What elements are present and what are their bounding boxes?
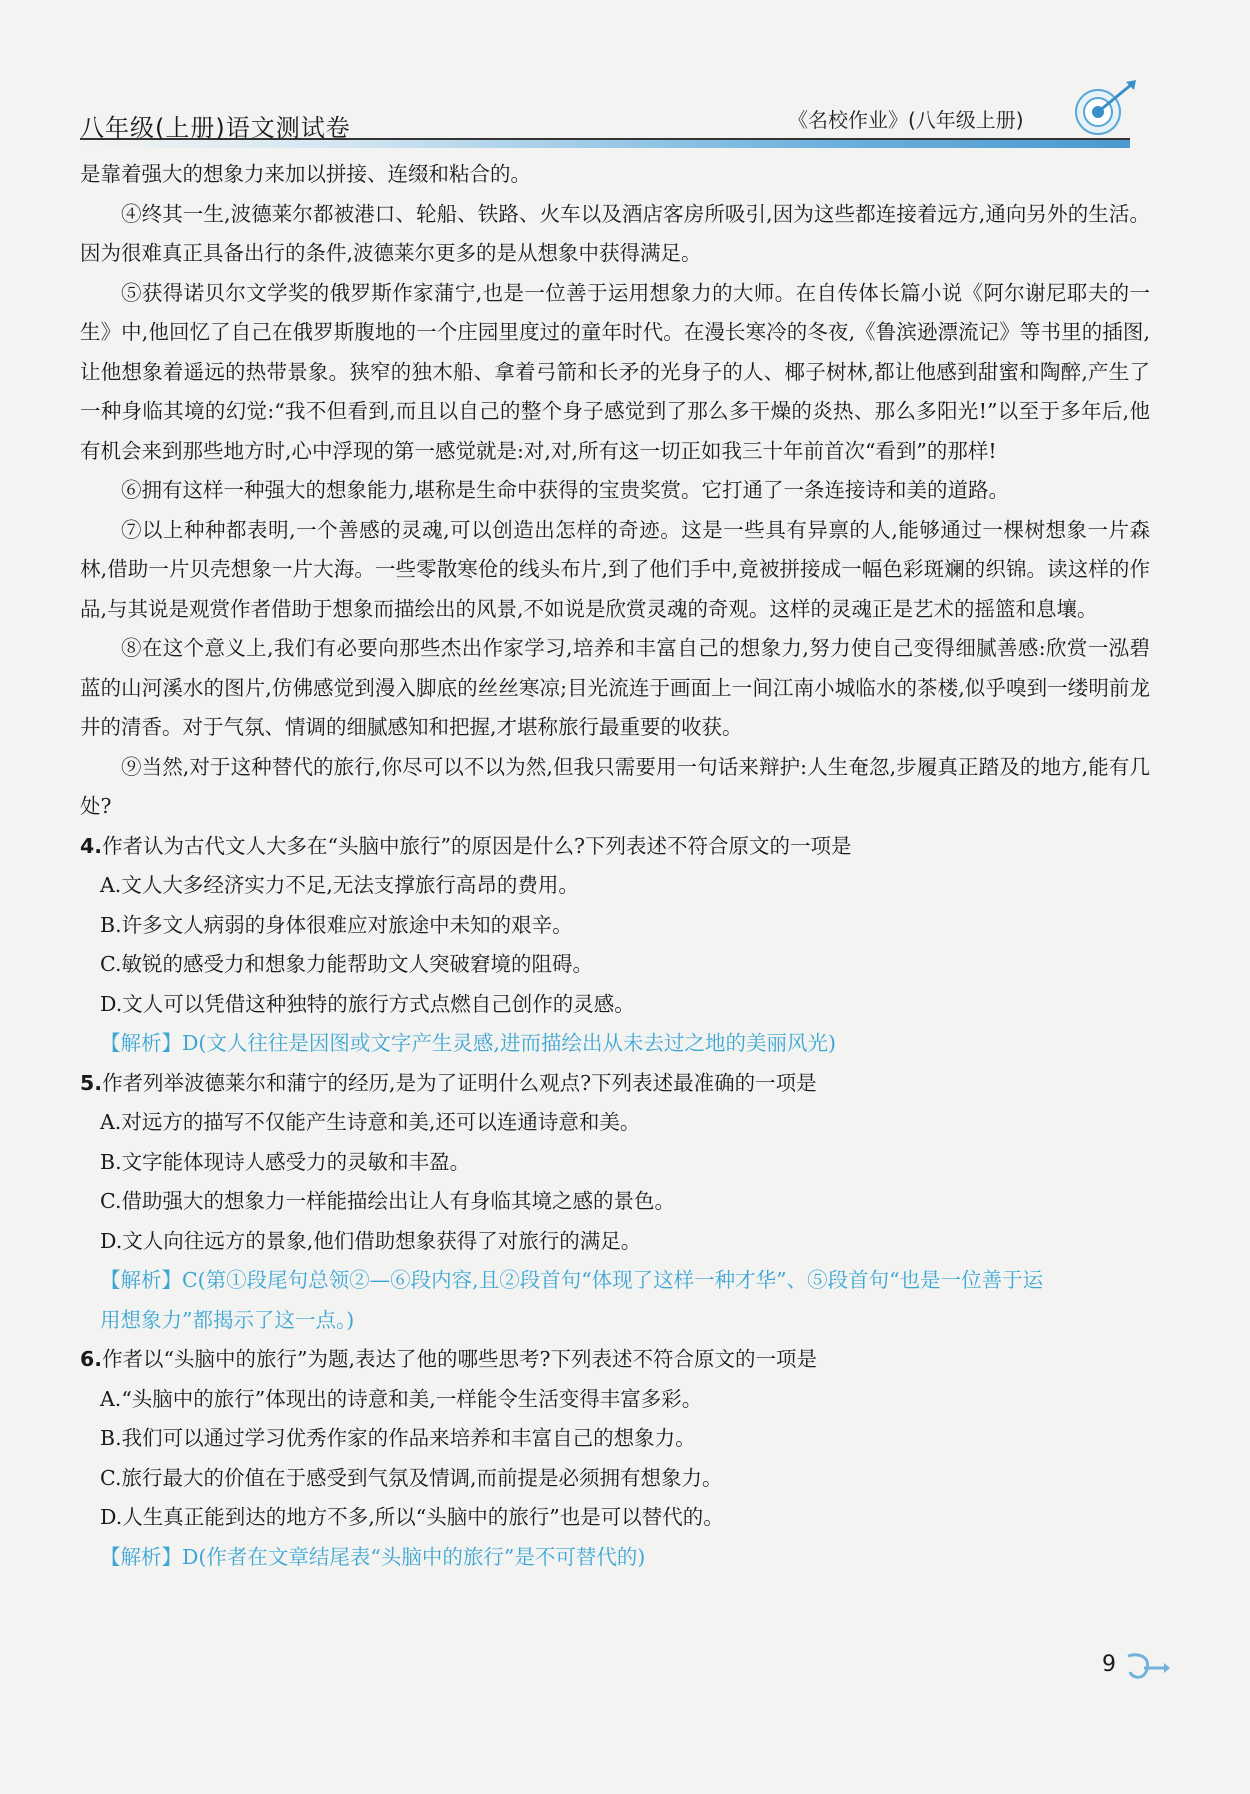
analysis-label: 【解析】: [100, 1268, 182, 1292]
document-body: [80, 155, 1150, 1577]
option-d: D.文人向往远方的景象,他们借助想象获得了对旅行的满足。: [100, 1228, 642, 1253]
question-number: 4.: [80, 833, 103, 858]
option-c: C.敏锐的感受力和想象力能帮助文人突破窘境的阻碍。: [100, 952, 593, 976]
question-4: [80, 827, 1150, 867]
paragraph-6: ⑥拥有这样一种强大的想象能力,堪称是生命中获得的宝贵奖赏。它打通了一条连接诗和美的道路。: [121, 478, 1010, 502]
analysis-label: 【解析】: [100, 1031, 182, 1055]
question-stem: 作者列举波德莱尔和蒲宁的经历,是为了证明什么观点?下列表述最准确的一项是: [102, 1070, 817, 1095]
page-curl-icon: [1124, 1650, 1170, 1684]
question-number: 5.: [80, 1070, 103, 1095]
option-d: D.人生真正能到达的地方不多,所以“头脑中的旅行”也是可以替代的。: [100, 1505, 724, 1529]
analysis-text: C(第①段尾句总领②—⑥段内容,且②段首句“体现了这样一种才华”、⑤段首句“也是一位善于运: [182, 1268, 1044, 1292]
option-d: D.文人可以凭借这种独特的旅行方式点燃自己创作的灵感。: [100, 991, 635, 1016]
page-number: 9: [1102, 1652, 1116, 1677]
paragraph-7: ⑦以上种种都表明,一个善感的灵魂,可以创造出怎样的奇迹。这是一些具有异禀的人,能够通过一棵树想象一片森林,借助一片贝壳想象一片大海。一些零散寒伧的线头布片,到了他们手中,竟被拼接成一幅色彩斑斓的织锦。读这样的作品,与其说是观赏作者借助于想象而描绘出的风景,不如说是欣赏灵魂的奇观。这样的灵魂正是艺术的摇篮和息壤。: [80, 517, 1150, 621]
option-c: C.借助强大的想象力一样能描绘出让人有身临其境之感的景色。: [100, 1189, 675, 1213]
option-b: B.文字能体现诗人感受力的灵敏和丰盈。: [100, 1149, 471, 1174]
option-b: B.我们可以通过学习优秀作家的作品来培养和丰富自己的想象力。: [100, 1426, 696, 1450]
option-a: A.文人大多经济实力不足,无法支撑旅行高昂的费用。: [100, 873, 579, 897]
header-left-title: 八年级(上册)语文测试卷: [80, 114, 351, 142]
analysis-text: D(文人往往是因图或文字产生灵感,进而描绘出从未去过之地的美丽风光): [182, 1031, 836, 1055]
analysis-text: D(作者在文章结尾表“头脑中的旅行”是不可替代的): [182, 1544, 646, 1569]
analysis-5-continued: 用想象力”都揭示了这一点。): [100, 1307, 355, 1332]
option-a: A.对远方的描写不仅能产生诗意和美,还可以连通诗意和美。: [100, 1110, 641, 1134]
paragraph-4: ④终其一生,波德莱尔都被港口、轮船、铁路、火车以及酒店客房所吸引,因为这些都连接着远方,通向另外的生活。因为很难真正具备出行的条件,波德莱尔更多的是从想象中获得满足。: [80, 201, 1150, 265]
question-5: [80, 1064, 1150, 1104]
paragraph-9: ⑨当然,对于这种替代的旅行,你尽可以不以为然,但我只需要用一句话来辩护:人生奄忽,步履真正踏及的地方,能有几处?: [80, 754, 1150, 818]
analysis-label: 【解析】: [100, 1544, 182, 1569]
analysis-6: [80, 1538, 1150, 1578]
option-c: C.旅行最大的价值在于感受到气氛及情调,而前提是必须拥有想象力。: [100, 1465, 723, 1490]
option-b: B.许多文人病弱的身体很难应对旅途中未知的艰辛。: [100, 912, 573, 937]
paragraph-8: ⑧在这个意义上,我们有必要向那些杰出作家学习,培养和丰富自己的想象力,努力使自己变得细腻善感:欣赏一泓碧蓝的山河溪水的图片,仿佛感觉到漫入脚底的丝丝寒凉;目光流连于画面上一间江南小城临水的茶楼,似乎嗅到一缕明前龙井的清香。对于气氛、情调的细腻感知和把握,才堪称旅行最重要的收获。: [80, 636, 1150, 739]
question-6: [80, 1340, 1150, 1380]
question-number: 6.: [80, 1347, 103, 1371]
analysis-4: [80, 1024, 1150, 1064]
question-stem: 作者以“头脑中的旅行”为题,表达了他的哪些思考?下列表述不符合原文的一项是: [102, 1347, 818, 1371]
header-right-title: 《名校作业》(八年级上册): [788, 108, 1024, 132]
analysis-5: [80, 1261, 1150, 1301]
paragraph-continued: 是靠着强大的想象力来加以拼接、连缀和粘合的。: [80, 162, 531, 186]
target-icon: [1068, 78, 1140, 138]
question-stem: 作者认为古代文人大多在“头脑中旅行”的原因是什么?下列表述不符合原文的一项是: [102, 833, 852, 858]
option-a: A.“头脑中的旅行”体现出的诗意和美,一样能令生活变得丰富多彩。: [100, 1386, 703, 1411]
paragraph-5: ⑤获得诺贝尔文学奖的俄罗斯作家蒲宁,也是一位善于运用想象力的大师。在自传体长篇小说《阿尔谢尼耶夫的一生》中,他回忆了自己在俄罗斯腹地的一个庄园里度过的童年时代。在漫长寒冷的冬夜,《鲁滨逊漂流记》等书里的插图,让他想象着遥远的热带景象。狭窄的独木船、拿着弓箭和长矛的光身子的人、椰子树林,都让他感到甜蜜和陶醉,产生了一种身临其境的幻觉:“我不但看到,而且以自己的整个身子感觉到了那么多干燥的炎热、那么多阳光!”以至于多年后,他有机会来到那些地方时,心中浮现的第一感觉就是:对,对,所有这一切正如我三十年前首次“看到”的那样!: [80, 280, 1150, 463]
